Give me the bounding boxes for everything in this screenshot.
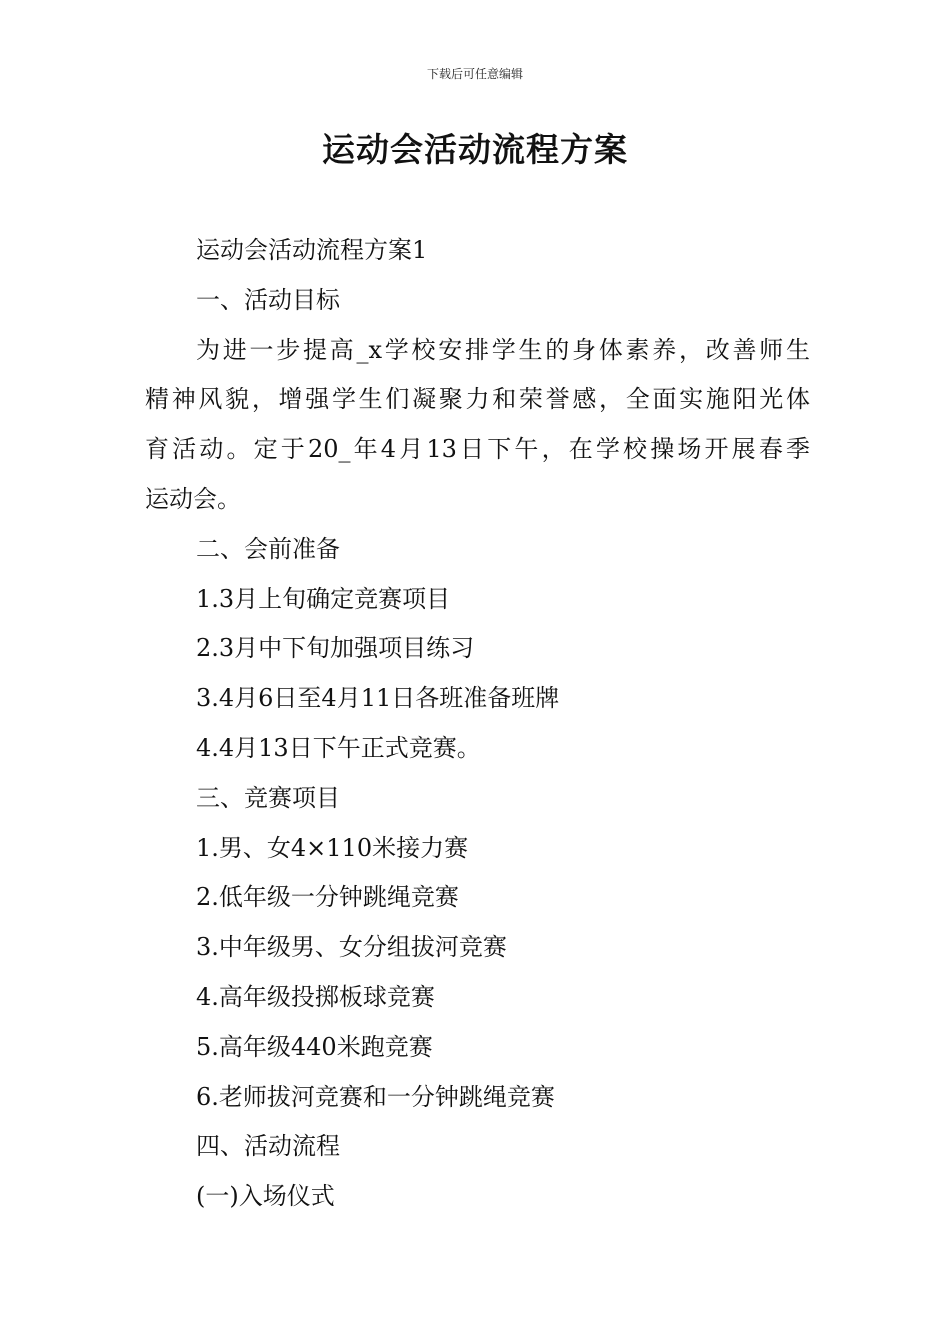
list-item: 2.低年级一分钟跳绳竞赛 [196, 883, 459, 912]
list-item: 1.男、女4×110米接力赛 [196, 833, 469, 862]
list-item: 4.4月13日下午正式竞赛。 [196, 733, 481, 762]
paragraph-line: 运动会。 [145, 484, 241, 513]
document-body [145, 226, 810, 1222]
list-item: 4.高年级投掷板球竞赛 [196, 982, 435, 1011]
paragraph-line: 为进一步提高_x学校安排学生的身体素养，改善师生 [196, 335, 810, 364]
list-item: 6.老师拔河竞赛和一分钟跳绳竞赛 [196, 1082, 555, 1111]
subsection-heading: 二、会前准备 [196, 534, 340, 563]
subsection-heading: 一、活动目标 [196, 285, 340, 314]
subsection-heading: 四、活动流程 [196, 1132, 340, 1161]
list-item: (一)入场仪式 [196, 1182, 335, 1211]
header-note: 下载后可任意编辑 [426, 67, 523, 81]
list-item: 5.高年级440米跑竞赛 [196, 1032, 433, 1061]
section-heading: 运动会活动流程方案1 [196, 236, 428, 264]
document-title: 运动会活动流程方案 [322, 130, 628, 169]
list-item: 1.3月上旬确定竞赛项目 [196, 584, 451, 613]
list-item: 3.4月6日至4月11日各班准备班牌 [196, 684, 560, 713]
paragraph-line: 育活动。定于20_年4月13日下午，在学校操场开展春季 [145, 435, 810, 464]
list-item: 2.3月中下旬加强项目练习 [196, 634, 475, 663]
list-item: 3.中年级男、女分组拔河竞赛 [196, 933, 507, 962]
paragraph-line: 精神风貌，增强学生们凝聚力和荣誉感，全面实施阳光体 [145, 385, 810, 414]
subsection-heading: 三、竞赛项目 [196, 783, 340, 812]
